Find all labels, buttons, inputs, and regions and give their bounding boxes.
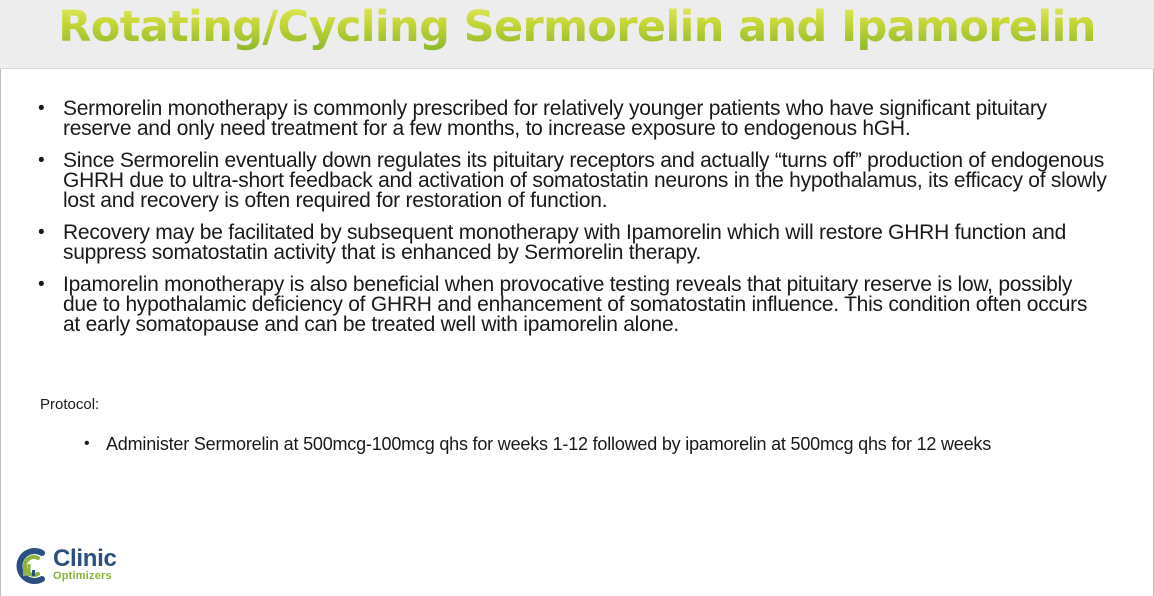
- logo-subtitle: Optimizers: [53, 570, 112, 582]
- bullet-item: [38, 99, 1108, 139]
- bullet-marker: •: [84, 435, 90, 452]
- bullet-text: Ipamorelin monotherapy is also beneficial when provocative testing reveals that pituitary reserve is low, possibly due to hypothalamic deficiency of GHRH and enhancement of somatostatin influence. This condition often occurs at early somatopause and can be treated well with ipamorelin alone.: [63, 273, 1088, 336]
- logo-name: Clinic: [53, 545, 117, 572]
- title-bar: [0, 0, 1154, 69]
- bullet-marker: •: [38, 222, 45, 243]
- bullet-item: [38, 275, 1108, 335]
- protocol-text: Administer Sermorelin at 500mcg-100mcg qhs for weeks 1-12 followed by ipamorelin at 500mcg qhs for 12 weeks: [106, 434, 992, 454]
- clinic-optimizers-logo: [12, 544, 132, 588]
- bullet-item: [38, 223, 1108, 263]
- bullet-marker: •: [38, 150, 45, 171]
- bullet-marker: •: [38, 98, 45, 119]
- bullet-text: Recovery may be facilitated by subsequent monotherapy with Ipamorelin which will restore GHRH function and suppress somatostatin activity that is enhanced by Sermorelin therapy.: [63, 221, 1066, 264]
- protocol-item: [84, 435, 1084, 453]
- protocol-list: [84, 435, 1084, 453]
- bullet-text: Sermorelin monotherapy is commonly prescribed for relatively younger patients who have significant pituitary reserve and only need treatment for a few months, to increase exposure to endogenous hGH.: [63, 97, 1047, 140]
- logo-mark-icon: [12, 544, 48, 588]
- slide-title: Rotating/Cycling Sermorelin and Ipamorelin: [0, 0, 1154, 54]
- bullet-list: [38, 99, 1108, 347]
- bullet-item: [38, 151, 1108, 211]
- bullet-marker: •: [38, 274, 45, 295]
- protocol-label: Protocol:: [40, 396, 100, 413]
- bullet-text: Since Sermorelin eventually down regulates its pituitary receptors and actually “turns off” production of endogenous GHRH due to ultra-short feedback and activation of somatostatin neurons in the hypothalamus, its efficacy of slowly lost and recovery is often required for restoration of function.: [63, 149, 1107, 212]
